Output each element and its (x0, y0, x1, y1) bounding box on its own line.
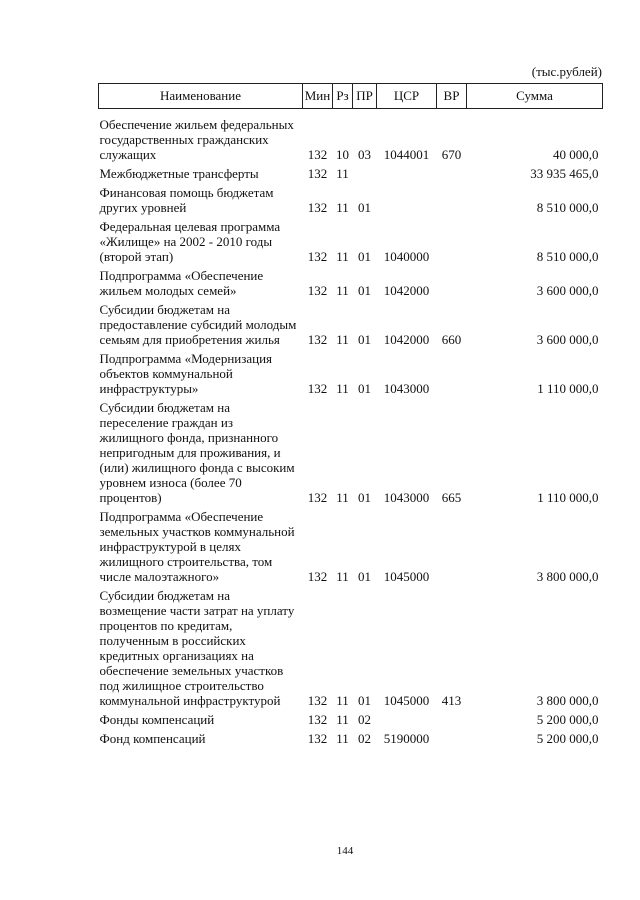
row-name: Межбюджетные трансферты (99, 166, 259, 181)
row-vr: 665 (441, 490, 462, 505)
row-name: Фонд компенсаций (99, 731, 206, 746)
row-min: 132 (307, 490, 328, 505)
table-row (99, 347, 603, 396)
row-sum: 33 935 465,0 (530, 166, 599, 181)
table-row (99, 505, 603, 584)
row-csr: 1042000 (383, 332, 430, 347)
row-pr: 01 (358, 200, 371, 215)
row-name: Субсидии бюджетам на возмещение части затрат на уплату процентов по кредитам, полученным в российских кредитных организациях на обеспечение земельных участков под жилищное строительство коммунальной инфраструктурой (99, 588, 295, 708)
row-rz: 11 (336, 381, 349, 396)
row-name: Субсидии бюджетам на предоставление субсидий молодым семьям для приобретения жилья (99, 302, 297, 347)
row-csr: 1043000 (383, 381, 430, 396)
row-sum: 3 800 000,0 (536, 569, 599, 584)
row-csr: 1044001 (383, 147, 430, 162)
row-vr: 660 (441, 332, 462, 347)
row-min: 132 (307, 283, 328, 298)
row-pr: 02 (358, 731, 371, 746)
row-csr: 1042000 (383, 283, 430, 298)
row-pr: 01 (358, 490, 371, 505)
row-rz: 11 (336, 712, 349, 727)
table-row (99, 264, 603, 298)
row-name: Финансовая помощь бюджетам других уровней (99, 185, 274, 215)
row-rz: 11 (336, 569, 349, 584)
budget-table (98, 83, 603, 746)
row-sum: 1 110 000,0 (537, 490, 599, 505)
header-vr: ВР (437, 84, 467, 109)
row-csr (377, 708, 437, 727)
header-rz: Рз (333, 84, 353, 109)
row-vr (437, 162, 467, 181)
page-number: 144 (336, 845, 354, 857)
row-vr (437, 708, 467, 727)
row-vr (437, 215, 467, 264)
row-sum: 1 110 000,0 (537, 381, 599, 396)
row-sum: 3 800 000,0 (536, 693, 599, 708)
row-vr (437, 181, 467, 215)
row-pr: 01 (358, 283, 371, 298)
row-pr: 03 (358, 147, 371, 162)
row-csr: 1043000 (383, 490, 430, 505)
header-csr: ЦСР (377, 84, 437, 109)
row-rz: 11 (336, 249, 349, 264)
row-name: Фонды компенсаций (99, 712, 215, 727)
row-sum: 8 510 000,0 (536, 200, 599, 215)
row-min: 132 (307, 712, 328, 727)
row-name: Федеральная целевая программа «Жилище» на 2002 - 2010 годы (второй этап) (99, 219, 281, 264)
row-csr: 1045000 (383, 693, 430, 708)
row-sum: 40 000,0 (553, 147, 599, 162)
row-vr (437, 727, 467, 746)
row-name: Подпрограмма «Модернизация объектов коммунальной инфраструктуры» (99, 351, 273, 396)
row-vr: 413 (441, 693, 462, 708)
row-rz: 11 (336, 693, 349, 708)
table-row (99, 181, 603, 215)
table-row (99, 708, 603, 727)
row-vr (437, 505, 467, 584)
row-vr: 670 (441, 147, 462, 162)
row-sum: 5 200 000,0 (536, 731, 599, 746)
table-header-row (99, 84, 603, 109)
header-min: Мин (303, 84, 333, 109)
table-row (99, 727, 603, 746)
row-min: 132 (307, 166, 328, 181)
table-row (99, 396, 603, 505)
row-csr: 1040000 (383, 249, 430, 264)
row-min: 132 (307, 332, 328, 347)
row-csr: 5190000 (383, 731, 430, 746)
row-csr (377, 181, 437, 215)
row-min: 132 (307, 200, 328, 215)
header-sum: Сумма (467, 84, 603, 109)
header-pr: ПР (353, 84, 377, 109)
row-rz: 11 (336, 166, 349, 181)
row-vr (437, 264, 467, 298)
row-csr (377, 162, 437, 181)
row-pr: 01 (358, 249, 371, 264)
row-name: Подпрограмма «Обеспечение жильем молодых семей» (99, 268, 264, 298)
header-name: Наименование (99, 84, 303, 109)
row-min: 132 (307, 147, 328, 162)
row-min: 132 (307, 731, 328, 746)
row-rz: 11 (336, 490, 349, 505)
table-row (99, 162, 603, 181)
row-pr (353, 162, 377, 181)
row-pr: 01 (358, 693, 371, 708)
row-rz: 11 (336, 332, 349, 347)
row-sum: 3 600 000,0 (536, 283, 599, 298)
row-rz: 11 (336, 283, 349, 298)
row-rz: 11 (336, 731, 349, 746)
table-row (99, 215, 603, 264)
table-row (99, 109, 603, 163)
table-row (99, 298, 603, 347)
units-label: (тыс.рублей) (531, 64, 602, 79)
row-min: 132 (307, 249, 328, 264)
row-rz: 11 (336, 200, 349, 215)
row-min: 132 (307, 381, 328, 396)
row-pr: 01 (358, 381, 371, 396)
row-rz: 10 (336, 147, 349, 162)
row-sum: 3 600 000,0 (536, 332, 599, 347)
row-name: Субсидии бюджетам на переселение граждан из жилищного фонда, признанного непригодным для проживания, и (или) жилищного фонда с высоким уровнем износа (более 70 процентов) (99, 400, 295, 505)
row-name: Обеспечение жильем федеральных государственных гражданских служащих (99, 117, 294, 162)
row-pr: 01 (358, 569, 371, 584)
row-pr: 01 (358, 332, 371, 347)
row-csr: 1045000 (383, 569, 430, 584)
row-min: 132 (307, 569, 328, 584)
row-vr (437, 347, 467, 396)
row-pr: 02 (358, 712, 371, 727)
row-name: Подпрограмма «Обеспечение земельных участков коммунальной инфраструктурой в целях жилищного строительства, том числе малоэтажного» (99, 509, 295, 584)
table-row (99, 584, 603, 708)
row-min: 132 (307, 693, 328, 708)
row-sum: 5 200 000,0 (536, 712, 599, 727)
row-sum: 8 510 000,0 (536, 249, 599, 264)
